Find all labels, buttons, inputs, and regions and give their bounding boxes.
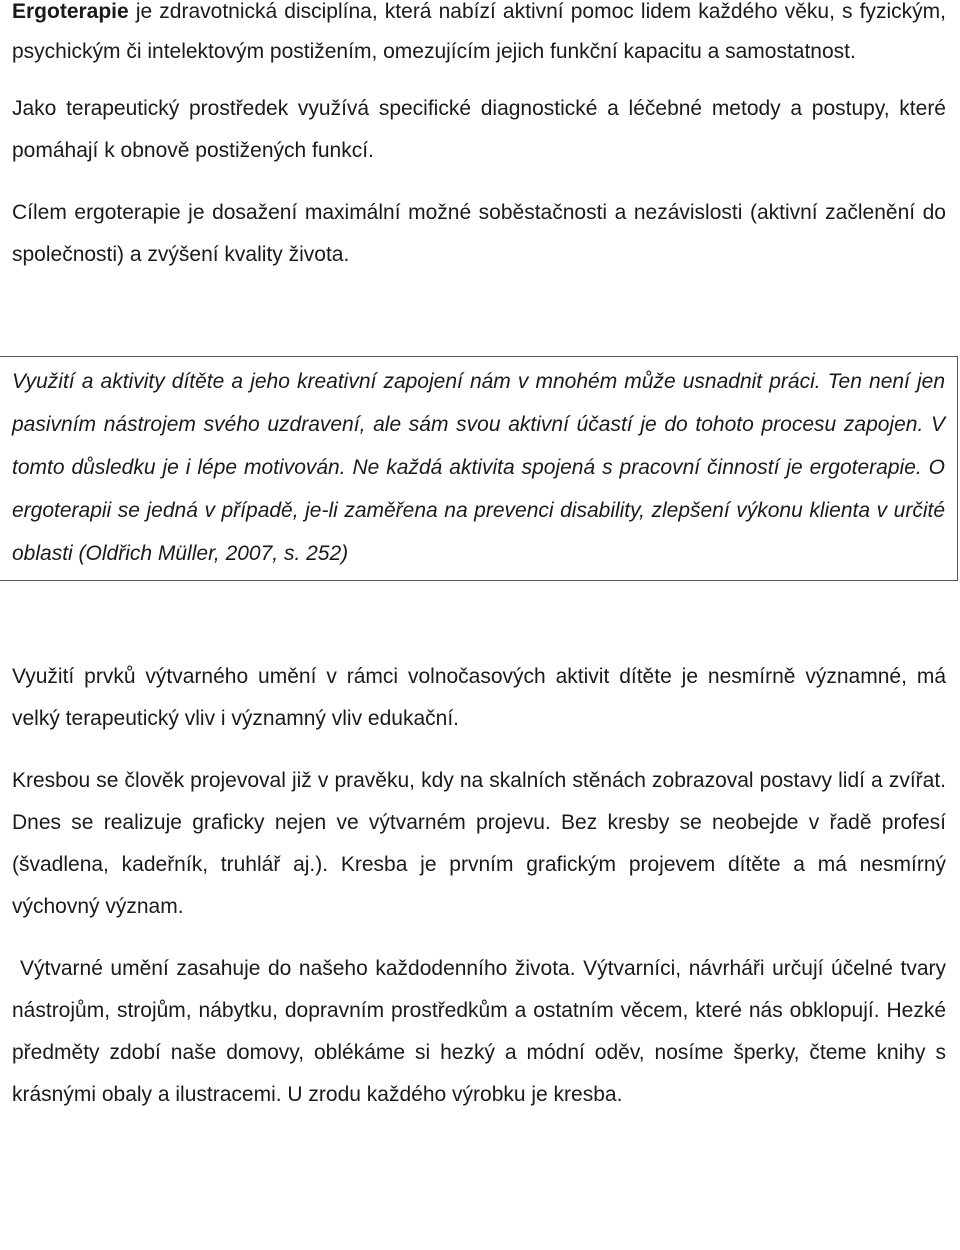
quote-box bbox=[0, 356, 958, 581]
intro-paragraph bbox=[12, 0, 946, 72]
paragraph-goal: Cílem ergoterapie je dosažení maximální možné soběstačnosti a nezávislosti (aktivní začlenění do společnosti) a zvýšení kvality života. bbox=[12, 201, 946, 266]
paragraph-everyday-art: Výtvarné umění zasahuje do našeho každodenního života. Výtvarníci, návrháři určují účelné tvary nástrojům, strojům, nábytku, dopravním prostředkům a ostatním věcem, které nás obklopují. Hezké předměty zdobí naše domovy, oblékáme si hezký a módní oděv, nosíme šperky, čteme knihy s krásnými obaly a ilustracemi. U zrodu každého výrobku je kresba. bbox=[12, 957, 946, 1106]
paragraph-methods: Jako terapeutický prostředek využívá specifické diagnostické a léčebné metody a postupy, které pomáhají k obnově postižených funkcí. bbox=[12, 97, 946, 162]
intro-text: je zdravotnická disciplína, která nabízí aktivní pomoc lidem každého věku, s fyzickým, psychickým či intelektovým postižením, omezujícím jejich funkční kapacitu a samostatnost. bbox=[12, 0, 946, 63]
paragraph-art-use: Využití prvků výtvarného umění v rámci volnočasových aktivit dítěte je nesmírně významné, má velký terapeutický vliv i významný vliv edukační. bbox=[12, 665, 946, 730]
intro-term: Ergoterapie bbox=[12, 0, 129, 23]
paragraph-drawing: Kresbou se člověk projevoval již v pravěku, kdy na skalních stěnách zobrazoval postavy lidí a zvířat. Dnes se realizuje graficky nejen ve výtvarném projevu. Bez kresby se neobejde v řadě profesí (švadlena, kadeřník, truhlář aj.). Kresba je prvním grafickým projevem dítěte a má nesmírný výchovný význam. bbox=[12, 769, 946, 918]
quote-text: Využití a aktivity dítěte a jeho kreativní zapojení nám v mnohém může usnadnit práci. Ten není jen pasivním nástrojem svého uzdravení, ale sám svou aktivní účastí je do tohoto procesu zapojen. V tomto důsledku je i lépe motivován. Ne každá aktivita spojená s pracovní činností je ergoterapie. O ergoterapii se jedná v případě, je-li zaměřena na prevenci disability, zlepšení výkonu klienta v určité oblasti (Oldřich Müller, 2007, s. 252) bbox=[12, 370, 945, 565]
document-page bbox=[12, 0, 946, 1116]
